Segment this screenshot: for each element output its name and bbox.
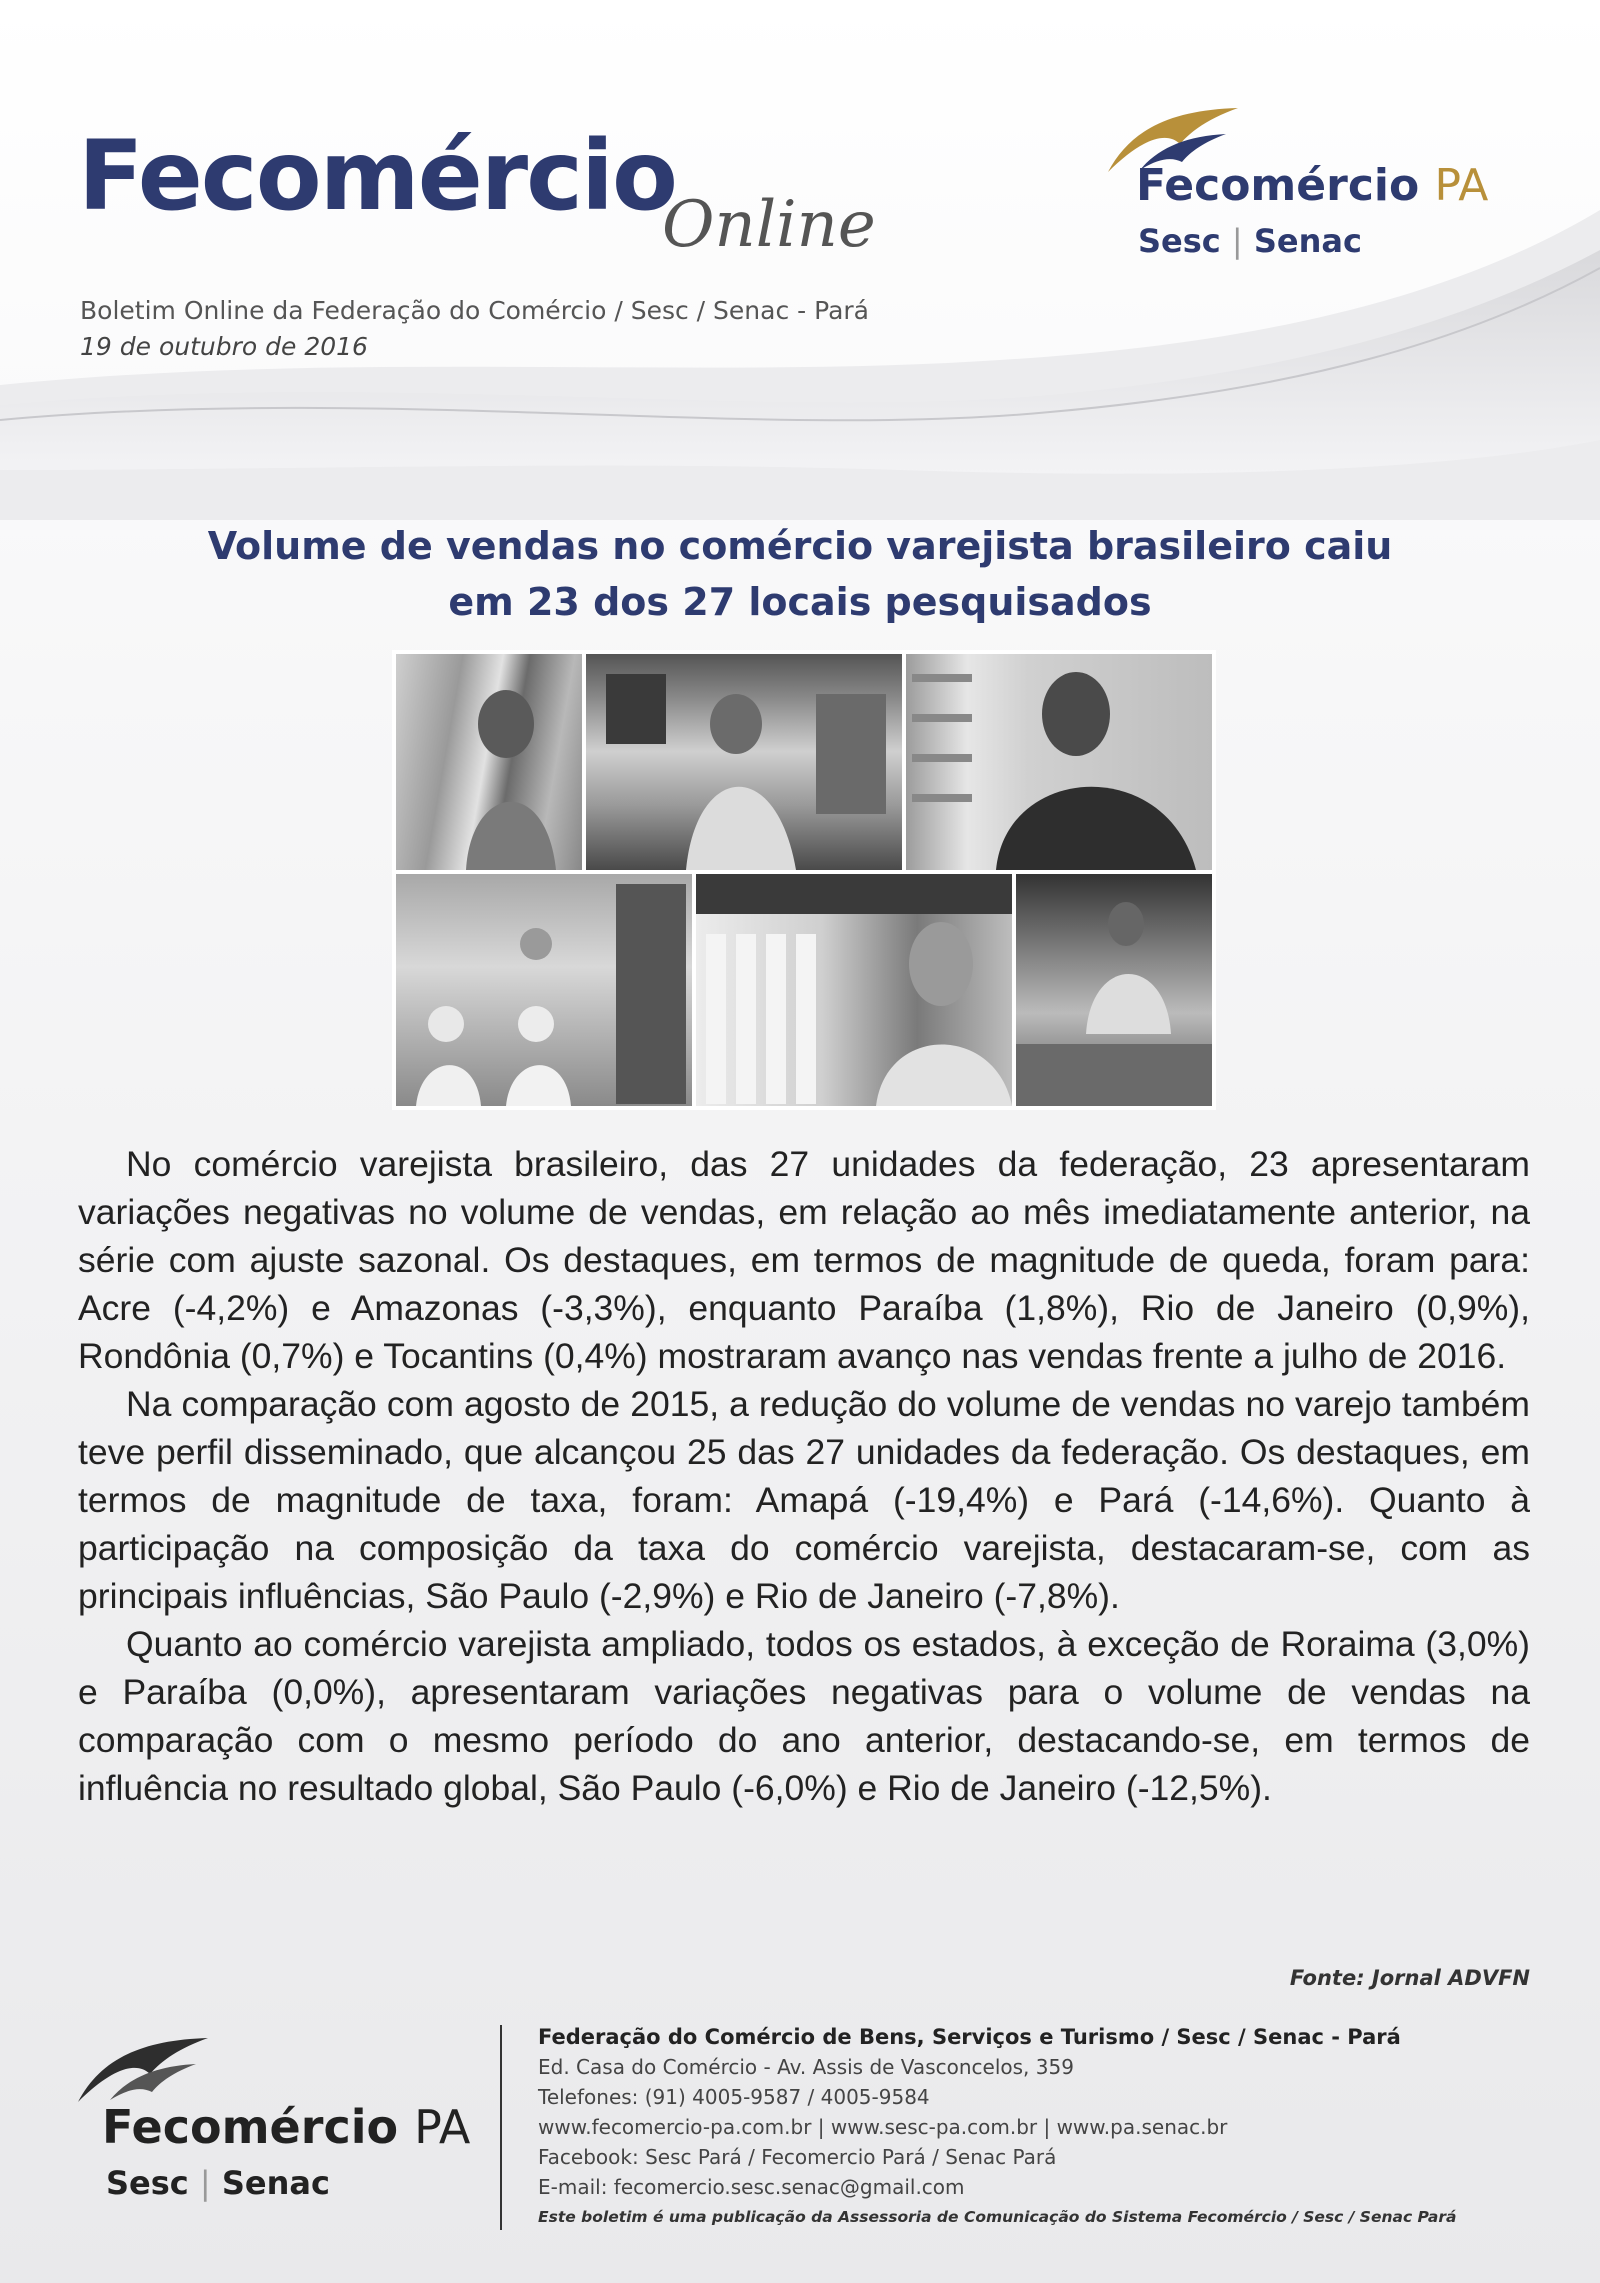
footer-org-name: Federação do Comércio de Bens, Serviços e Turismo / Sesc / Senac - Pará	[538, 2025, 1401, 2049]
fecomercio-pa-logo-footer	[70, 2030, 490, 2200]
logo-name: Fecomércio	[102, 2100, 399, 2154]
article-paragraph: No comércio varejista brasileiro, das 27 unidades da federação, 23 apresentaram variações negativas no volume de vendas, em relação ao mês imediatamente anterior, na série com ajuste sazonal. Os destaques, em termos de magnitude de queda, foram para: Acre (-4,2%) e Amazonas (-3,3%), enquanto Paraíba (1,8%), Rio de Janeiro (0,9%), Rondônia (0,7%) e Tocantins (0,4%) mostraram avanço nas vendas frente a julho de 2016.	[78, 1144, 1530, 1376]
photo-man-clothes-rack	[696, 874, 1012, 1106]
article-paragraph: Quanto ao comércio varejista ampliado, todos os estados, à exceção de Roraima (3,0%) e Paraíba (0,0%), apresentaram variações negativas para o volume de vendas na comparação com o mesmo período do ano anterior, destacando-se, em termos de influência no resultado global, São Paulo (-6,0%) e Rio de Janeiro (-12,5%).	[78, 1624, 1530, 1808]
photo-figure-icon	[396, 654, 582, 870]
bulletin-date: 19 de outubro de 2016	[80, 332, 368, 361]
photo-woman-at-shelf	[906, 654, 1212, 870]
photo-figure-icon	[396, 874, 692, 1106]
masthead-title: Fecomércio	[78, 120, 676, 232]
footer-email: E-mail: fecomercio.sesc.senac@gmail.com	[538, 2175, 965, 2199]
article-headline	[100, 518, 1500, 630]
masthead-online-script: Online	[662, 188, 876, 262]
logo-swoosh-icon	[70, 2030, 220, 2110]
photo-figure-icon	[906, 654, 1212, 870]
photo-figure-icon	[696, 874, 1012, 1106]
article-body	[78, 1140, 1530, 1812]
fecomercio-pa-logo-top	[1100, 100, 1520, 270]
logo-sesc: Sesc	[1138, 222, 1221, 260]
logo-name: Fecomércio	[1136, 160, 1420, 211]
logo-sesc: Sesc	[106, 2164, 189, 2202]
logo-separator: |	[199, 2164, 211, 2202]
article-source: Fonte: Jornal ADVFN	[1289, 1966, 1530, 1990]
bulletin-subtitle: Boletim Online da Federação do Comércio / Sesc / Senac - Pará	[80, 296, 870, 325]
footer-note: Este boletim é uma publicação da Assessoria de Comunicação do Sistema Fecomércio / Sesc / Senac Pará	[538, 2208, 1457, 2226]
footer-websites: www.fecomercio-pa.com.br | www.sesc-pa.com.br | www.pa.senac.br	[538, 2115, 1228, 2139]
photo-market-stall	[1016, 874, 1212, 1106]
photo-woman-trying-clothes	[396, 654, 582, 870]
photo-figure-icon	[586, 654, 902, 870]
logo-name-suffix: PA	[414, 2100, 471, 2154]
photo-mannequins	[396, 874, 692, 1106]
article-paragraph: Na comparação com agosto de 2015, a redução do volume de vendas no varejo também teve perfil disseminado, que alcançou 25 das 27 unidades da federação. Os destaques, em termos de magnitude de taxa, foram: Amapá (-19,4%) e Pará (-14,6%). Quanto à participação na composição da taxa do comércio varejista, destacaram-se, com as principais influências, São Paulo (-2,9%) e Rio de Janeiro (-7,8%).	[78, 1384, 1530, 1616]
photo-collage	[392, 650, 1216, 1110]
footer-address: Ed. Casa do Comércio - Av. Assis de Vasconcelos, 359	[538, 2055, 1074, 2079]
logo-senac: Senac	[221, 2164, 330, 2202]
headline-line: em 23 dos 27 locais pesquisados	[448, 580, 1152, 624]
footer-divider	[500, 2025, 502, 2230]
logo-separator: |	[1231, 222, 1243, 260]
logo-senac: Senac	[1253, 222, 1362, 260]
photo-figure-icon	[1016, 874, 1212, 1106]
footer-phones: Telefones: (91) 4005-9587 / 4005-9584	[538, 2085, 930, 2109]
logo-name-suffix: PA	[1434, 160, 1489, 211]
photo-woman-shopping-store	[586, 654, 902, 870]
headline-line: Volume de vendas no comércio varejista brasileiro caiu	[207, 524, 1393, 568]
footer-contact	[538, 2022, 1538, 2232]
footer-facebook: Facebook: Sesc Pará / Fecomercio Pará / Senac Pará	[538, 2145, 1057, 2169]
